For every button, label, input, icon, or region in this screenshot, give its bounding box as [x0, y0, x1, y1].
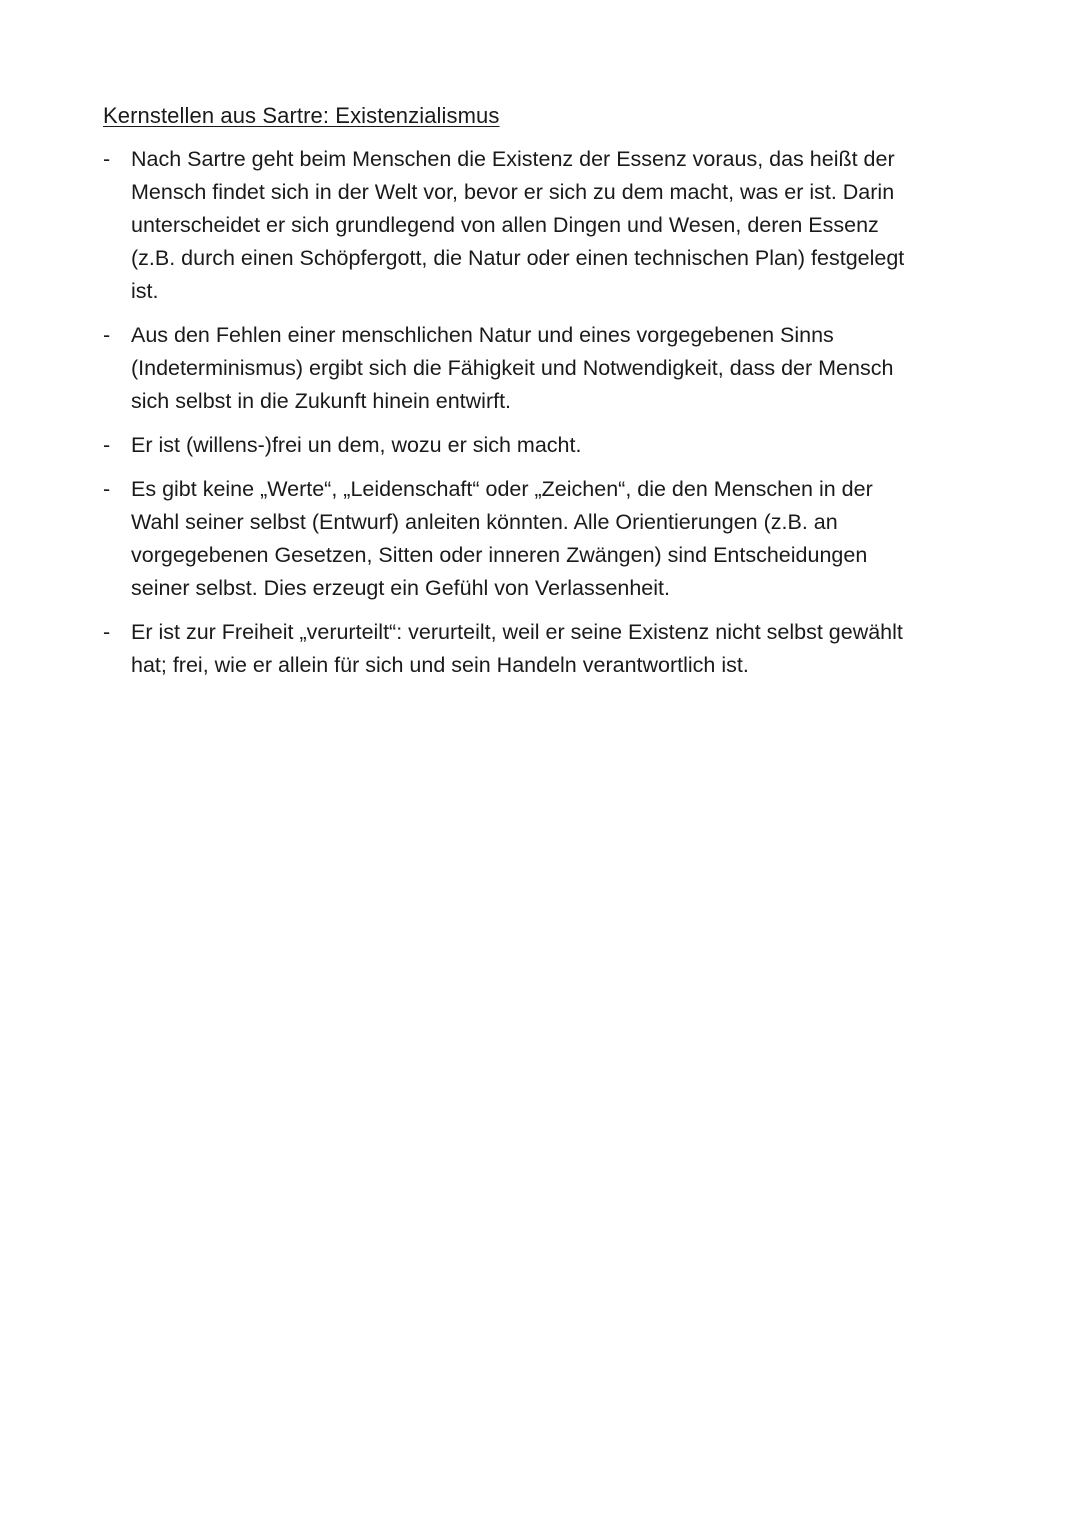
list-item-line: hat; frei, wie er allein für sich und sein Handeln verantwortlich ist. [131, 653, 749, 677]
list-item-line: Es gibt keine „Werte“, „Leidenschaft“ oder „Zeichen“, die den Menschen in der [131, 477, 873, 501]
list-item [0, 319, 1080, 418]
list-item-line: Mensch findet sich in der Welt vor, bevor er sich zu dem macht, was er ist. Darin [131, 180, 895, 204]
list-item [0, 429, 1080, 462]
page-title: Kernstellen aus Sartre: Existenzialismus [103, 103, 500, 128]
bullet-dash-icon: - [103, 620, 111, 644]
list-item-line: unterscheidet er sich grundlegend von allen Dingen und Wesen, deren Essenz [131, 213, 879, 237]
list-item-line: sich selbst in die Zukunft hinein entwirft. [131, 389, 512, 413]
list-item-line: ist. [131, 279, 159, 303]
list-item-line: Wahl seiner selbst (Entwurf) anleiten könnten. Alle Orientierungen (z.B. an [131, 510, 838, 534]
bullet-dash-icon: - [103, 477, 111, 501]
list-item-line: (Indeterminismus) ergibt sich die Fähigkeit und Notwendigkeit, dass der Mensch [131, 356, 894, 380]
list-item [0, 143, 1080, 308]
bullet-dash-icon: - [103, 147, 111, 171]
list-item-line: Nach Sartre geht beim Menschen die Existenz der Essenz voraus, das heißt der [131, 147, 895, 171]
list-item-line: Er ist zur Freiheit „verurteilt“: verurteilt, weil er seine Existenz nicht selbst gewählt [131, 620, 903, 644]
bullet-list [0, 143, 1080, 693]
list-item-line: Er ist (willens-)frei un dem, wozu er sich macht. [131, 433, 582, 457]
bullet-dash-icon: - [103, 323, 111, 347]
list-item-line: (z.B. durch einen Schöpfergott, die Natur oder einen technischen Plan) festgelegt [131, 246, 905, 270]
bullet-dash-icon: - [103, 433, 111, 457]
list-item [0, 473, 1080, 605]
list-item-line: seiner selbst. Dies erzeugt ein Gefühl von Verlassenheit. [131, 576, 670, 600]
list-item-line: Aus den Fehlen einer menschlichen Natur und eines vorgegebenen Sinns [131, 323, 834, 347]
list-item-line: vorgegebenen Gesetzen, Sitten oder inneren Zwängen) sind Entscheidungen [131, 543, 868, 567]
list-item [0, 616, 1080, 682]
